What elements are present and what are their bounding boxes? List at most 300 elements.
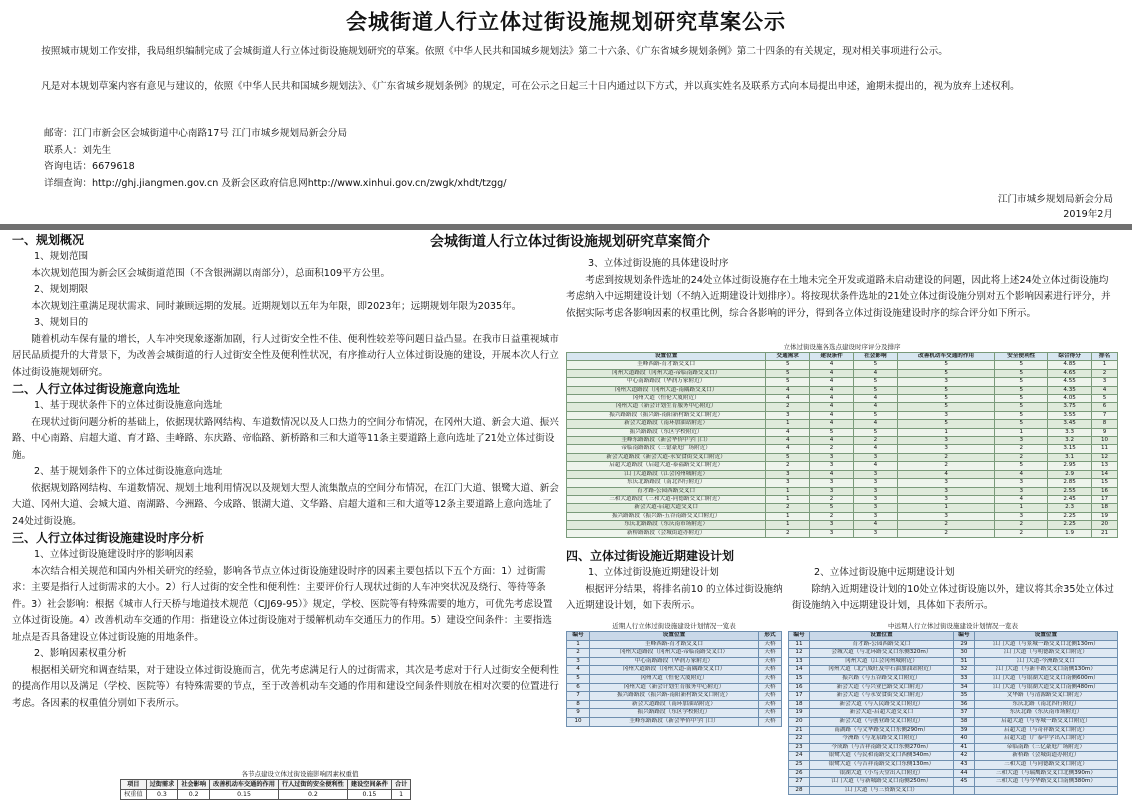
contact-detail-link[interactable]: 详细查询：http://ghj.jiangmen.gov.cn 及新会区政府信息网http://www.xinhui.gov.cn/zwgk/xhdt/tzgg/	[44, 177, 507, 189]
score-table-cell: 4	[995, 470, 1048, 478]
score-table-cell: 1	[766, 521, 810, 529]
far-table-cell: 启超大道（与等城一路交叉口附近）	[974, 717, 1117, 726]
score-table-cell: 15	[1092, 479, 1118, 487]
score-table-cell: 4.65	[1048, 369, 1092, 377]
score-table-cell: 5	[853, 361, 897, 369]
score-table-cell: 3.55	[1048, 411, 1092, 419]
score-table-cell: 11	[1092, 445, 1118, 453]
signer-block	[800, 192, 1113, 222]
score-table-cell: 3.15	[1048, 445, 1092, 453]
near-table-cell: 天桥	[758, 700, 781, 709]
score-table-cell: 4	[766, 428, 810, 436]
score-table-cell: 3	[766, 470, 810, 478]
near-table-cell: 天桥	[758, 692, 781, 701]
near-table-cell: 天桥	[758, 717, 781, 726]
weight-table-cell: 0.3	[146, 790, 178, 800]
score-table-cell: 2	[995, 445, 1048, 453]
far-table-cell: 冈州大道（江会冈州城附近）	[809, 657, 953, 666]
near-table-cell: 天桥	[758, 657, 781, 666]
score-table-caption: 立体过街设施各选点建设时序评分及排序	[783, 343, 901, 351]
score-table-cell: 2	[766, 403, 810, 411]
weight-table-cell: 0.2	[278, 790, 347, 800]
score-table-cell: 圭峰西路-育才路交叉口	[567, 361, 766, 369]
near-table-cell: 天桥	[758, 640, 781, 649]
section-4-2-block	[792, 565, 1118, 615]
score-table-row	[567, 521, 1118, 529]
section-2-1-body: 在现状过街问题分析的基础上，依据现状路网结构、车道数情况以及人口热力的空间分布情况，在冈州大道、新会大道、振兴路、中心南路、启超大道、育才路、圭峰路、东庆路、帝临路、新桥路和三和大道等11条主要道路上意向选址了21处立体过街设施。	[12, 416, 559, 461]
score-table-cell: 4	[853, 395, 897, 403]
score-table-cell: 5	[897, 403, 995, 411]
score-table-cell: 3	[810, 462, 854, 470]
far-table-cell: 帝临南路（三亿豪庭广场附近）	[974, 743, 1117, 752]
score-table-cell: 东庆北路路段（南北四行附近）	[567, 479, 766, 487]
score-table-cell: 1	[995, 504, 1048, 512]
near-table-cell: 1	[567, 640, 590, 649]
score-table-cell: 4.85	[1048, 361, 1092, 369]
weight-table-cell: 权重值	[121, 790, 147, 800]
score-table-cell: 3	[853, 487, 897, 495]
score-table-row	[567, 420, 1118, 428]
far-table-cell: 今洲路（与龙泉路交叉口附近）	[809, 735, 953, 744]
near-table-cell: 天桥	[758, 674, 781, 683]
section-4-1-block	[566, 565, 786, 615]
section-2-heading: 二、人行立体过街设施意向选址	[12, 382, 181, 396]
far-table-row	[789, 769, 1118, 778]
score-table-cell: 5	[853, 378, 897, 386]
notice-title: 会城街道人行立体过街设施规划研究草案公示	[346, 10, 786, 34]
near-table-cell: 冈州大道路段（冈州大道-南隅路交叉口）	[590, 666, 759, 675]
far-table-cell: 25	[789, 760, 810, 769]
score-table-cell: 3	[853, 453, 897, 461]
score-table-cell: 4.35	[1048, 386, 1092, 394]
section-3-2-heading: 2、影响因素权重分析	[34, 648, 127, 659]
far-table-row	[789, 726, 1118, 735]
near-table-cell: 5	[567, 674, 590, 683]
far-table-cell: 27	[789, 778, 810, 787]
far-table-row	[789, 657, 1118, 666]
score-table-cell: 2	[853, 437, 897, 445]
score-table-cell: 4	[810, 378, 854, 386]
score-table-cell: 4	[995, 495, 1048, 503]
score-table-cell: 3.1	[1048, 453, 1092, 461]
weight-table-caption: 各节点建设立体过街设施影响因素权重值	[241, 770, 359, 778]
score-table-cell: 3	[897, 445, 995, 453]
score-table-row	[567, 378, 1118, 386]
near-table-cell: 3	[567, 657, 590, 666]
far-table-cell: 18	[789, 700, 810, 709]
section-1-2-heading: 2、规划期限	[34, 284, 89, 295]
weight-table-header-cell: 合计	[391, 780, 410, 790]
score-table-cell: 5	[995, 361, 1048, 369]
score-table-cell: 4	[853, 521, 897, 529]
near-table-cell: 冈州大道（恒伦大厦附近）	[590, 674, 759, 683]
section-4-2-heading: 2、立体过街设施中远期建设计划	[814, 567, 955, 578]
section-3-heading: 三、人行立体过街设施建设时序分析	[12, 531, 205, 545]
score-table-row	[567, 453, 1118, 461]
score-table-row	[567, 445, 1118, 453]
score-table-row	[567, 529, 1118, 537]
score-table-cell: 振兴路路段（振兴路-五谷南路交叉口附近）	[567, 512, 766, 520]
score-table-cell: 5	[766, 369, 810, 377]
near-table-header-cell: 设置位置	[590, 632, 759, 641]
near-table-cell: 8	[567, 700, 590, 709]
score-table-cell: 3	[897, 487, 995, 495]
weight-table	[120, 779, 411, 800]
far-table-cell: 新会大道（与兴业巴路交叉口附近）	[809, 683, 953, 692]
score-table-cell: 1	[766, 495, 810, 503]
score-table-cell: 3	[995, 437, 1048, 445]
far-table-cell: 新会大道（与人民路交叉口附近）	[809, 700, 953, 709]
score-table-cell: 2	[810, 512, 854, 520]
score-table-cell: 4	[766, 395, 810, 403]
far-table-cell	[974, 786, 1117, 795]
far-table-cell: 30	[953, 649, 974, 658]
near-table-row	[567, 717, 782, 726]
score-table-header-cell: 改善机动车交通的作用	[897, 353, 995, 361]
score-table-cell: 5	[766, 361, 810, 369]
near-table-row	[567, 666, 782, 675]
near-table-cell: 6	[567, 683, 590, 692]
score-table-cell: 4	[853, 420, 897, 428]
score-table-cell: 3.2	[1048, 437, 1092, 445]
section-1-2-body: 本次规划注重满足现状需求、同时兼顾远期的发展。近期规划以五年为年限，即2023年；远期规划年限为2035年。	[31, 300, 522, 312]
near-table-cell: 天桥	[758, 683, 781, 692]
far-table-header-cell: 设置位置	[809, 632, 953, 641]
score-table-cell: 4	[810, 361, 854, 369]
score-table-cell: 新会大道路段（新会大道-永安食街交叉口附近）	[567, 453, 766, 461]
score-table-cell: 5	[995, 411, 1048, 419]
weight-table-header-cell: 过街需求	[146, 780, 178, 790]
far-table-cell: 41	[953, 743, 974, 752]
score-table-cell: 2	[766, 529, 810, 537]
score-table-cell: 2	[766, 462, 810, 470]
section-2-2-heading: 2、基于规划条件下的立体过街设施意向选址	[34, 466, 223, 477]
near-table-caption: 近期人行立体过街设施建设计划情况一览表	[612, 622, 736, 630]
far-table-cell: 江门大道（与新丰路交叉口南侧130m）	[974, 666, 1117, 675]
score-table-cell: 2.45	[1048, 495, 1092, 503]
section-divider	[0, 224, 1132, 230]
score-table-cell: 5	[995, 403, 1048, 411]
far-table-cell: 35	[953, 692, 974, 701]
far-table-cell: 东庆北路（南北四行附近）	[974, 700, 1117, 709]
near-table-row	[567, 674, 782, 683]
score-table-cell: 4	[810, 403, 854, 411]
near-table-cell: 10	[567, 717, 590, 726]
score-table-cell: 3	[897, 437, 995, 445]
score-table-cell: 冈州大道路段（冈州大道-帝临南路交叉口）	[567, 369, 766, 377]
score-table-cell: 新会大道-启超大道交叉口	[567, 504, 766, 512]
score-table-cell: 2.95	[1048, 462, 1092, 470]
far-table-cell: 14	[789, 666, 810, 675]
far-table-cell: 江门大道-今洲路交叉口	[974, 657, 1117, 666]
score-table-cell: 3	[853, 479, 897, 487]
score-table-header-cell: 社会影响	[853, 353, 897, 361]
far-table-cell: 40	[953, 735, 974, 744]
score-table-cell: 16	[1092, 487, 1118, 495]
far-table-cell: 29	[953, 640, 974, 649]
far-table-cell: 银湖大道（小鸟天堂出入口附近）	[809, 769, 953, 778]
near-table-header-cell: 形式	[758, 632, 781, 641]
score-table-row	[567, 437, 1118, 445]
near-table-row	[567, 640, 782, 649]
far-table-cell: 东庆北路（东庆南市场附近）	[974, 709, 1117, 718]
score-table-cell: 5	[995, 462, 1048, 470]
score-table-cell: 3	[897, 411, 995, 419]
contact-block	[44, 126, 1044, 192]
score-table-cell: 5	[853, 386, 897, 394]
far-table-cell: 三和大道（与瑞鹰路交叉口北侧390m）	[974, 769, 1117, 778]
score-table-cell: 2	[995, 521, 1048, 529]
far-table-cell: 江门大道（与景城一路交叉口北侧130m）	[974, 640, 1117, 649]
weight-table-cell: 0.15	[347, 790, 391, 800]
score-table-header-cell: 交通需求	[766, 353, 810, 361]
score-table-cell: 2	[810, 495, 854, 503]
score-table-header-cell: 安全便利性	[995, 353, 1048, 361]
far-table-cell: 26	[789, 769, 810, 778]
score-table-cell: 4.55	[1048, 378, 1092, 386]
far-table-cell: 育才路-公园西路交叉口	[809, 640, 953, 649]
score-table-cell: 4	[853, 403, 897, 411]
score-table-cell: 3	[897, 512, 995, 520]
score-table-cell: 4	[810, 369, 854, 377]
score-table-cell: 3.3	[1048, 428, 1092, 436]
score-table-cell: 4	[810, 470, 854, 478]
far-table-cell: 42	[953, 752, 974, 761]
score-table-cell: 4	[766, 386, 810, 394]
score-table-row	[567, 403, 1118, 411]
far-table-cell: 新会大道（与永安食街交叉口附近）	[809, 692, 953, 701]
score-table-cell: 2	[1092, 369, 1118, 377]
score-table-cell: 2	[897, 529, 995, 537]
score-table-cell: 江门大道路段（江会冈州城附近）	[567, 470, 766, 478]
score-table-cell: 7	[1092, 411, 1118, 419]
far-table-cell: 28	[789, 786, 810, 795]
score-table-cell: 5	[995, 369, 1048, 377]
weight-table-header-cell: 社会影响	[178, 780, 210, 790]
score-table-cell: 1	[1092, 361, 1118, 369]
far-table-cell: 38	[953, 717, 974, 726]
score-table-cell: 10	[1092, 437, 1118, 445]
far-table-cell: 南湖路（与文华路交叉口东侧290m）	[809, 726, 953, 735]
score-table-cell: 2.9	[1048, 470, 1092, 478]
score-table-header-cell: 排名	[1092, 353, 1118, 361]
far-table-cell: 32	[953, 666, 974, 675]
score-table-cell: 5	[995, 386, 1048, 394]
score-table-row	[567, 512, 1118, 520]
score-table-cell: 2.85	[1048, 479, 1092, 487]
score-table-cell: 三和大道路段（三和大道-同德路交叉口附近）	[567, 495, 766, 503]
near-table-cell: 中心南路路段（华润万家附近）	[590, 657, 759, 666]
score-table-row	[567, 395, 1118, 403]
near-table-header-cell: 编号	[567, 632, 590, 641]
near-table-cell: 圭峰东路路段（新会华侨中学门口）	[590, 717, 759, 726]
near-table-cell: 振兴路路段（振兴路-南阳新村路交叉口附近）	[590, 692, 759, 701]
score-table-cell: 2	[897, 462, 995, 470]
score-table-cell: 3	[810, 479, 854, 487]
score-table-cell: 4	[810, 437, 854, 445]
far-table-cell: 银鹭大道（与民和南路交叉口西侧340m）	[809, 752, 953, 761]
score-table-cell: 4	[1092, 386, 1118, 394]
far-table-cell: 会城大道（与北环路交叉口东侧320m）	[809, 649, 953, 658]
score-table-cell: 圭峰东路路段（新会华侨中学门口）	[567, 437, 766, 445]
far-table-cell: 24	[789, 752, 810, 761]
score-table-cell: 2.25	[1048, 521, 1092, 529]
far-table-cell: 新会大道（与创业路交叉口附近）	[809, 717, 953, 726]
score-table-cell: 2	[897, 521, 995, 529]
score-table-cell: 12	[1092, 453, 1118, 461]
score-table-cell: 4	[810, 411, 854, 419]
score-table-cell: 振兴路路段（振兴路-南阳新村路交叉口附近）	[567, 411, 766, 419]
near-table-row	[567, 692, 782, 701]
score-table-row	[567, 411, 1118, 419]
score-table-row	[567, 386, 1118, 394]
score-table-cell: 2.25	[1048, 512, 1092, 520]
far-table-cell: 银鹭大道（与吉祥南路交叉口东侧130m）	[809, 760, 953, 769]
score-table-cell: 4	[853, 445, 897, 453]
score-table-cell: 2	[810, 445, 854, 453]
far-table	[788, 631, 1118, 795]
section-3-1-body: 本次结合相关规范和国内外相关研究的经验，影响各节点立体过街设施建设时序的因素主要包括以下五个方面：1）过街需求：主要是指行人过街需求的大小。2）行人过街的安全性和便利性：主要评价行人现状过街的人车冲突状况及绕行、等待等条件。3）社会影响：根据《城市人行天桥与地道技术规范（CJJ69-95）》规定，学校、医院等有特殊需要的地方，可优先考虑设置立体过街设施。4）改善机动车交通的作用：指建设立体过街设施对于缓解机动车交通压力的作用。5）建设空间条件：主要指选址点是否具备建设立体过街设施的用地条件。	[12, 565, 553, 643]
score-table-cell: 3	[1092, 378, 1118, 386]
far-table-cell: 江门大道（与银湖大道交叉口南侧480m）	[974, 683, 1117, 692]
score-table-cell: 4.05	[1048, 395, 1092, 403]
score-table-cell: 5	[1092, 395, 1118, 403]
far-table-cell: 启超大道（与奇祥路交叉口附近）	[974, 726, 1117, 735]
signer-date: 2019年2月	[1063, 209, 1113, 220]
score-table-cell: 6	[1092, 403, 1118, 411]
near-table-row	[567, 649, 782, 658]
score-table-cell: 1	[766, 420, 810, 428]
far-table-row	[789, 674, 1118, 683]
score-table-cell: 1	[766, 512, 810, 520]
contact-person: 联系人：刘先生	[44, 144, 112, 156]
near-table-cell: 天桥	[758, 709, 781, 718]
score-table-cell: 5	[897, 361, 995, 369]
near-table-cell: 冈州大道（新会计划生育服务中心附近）	[590, 683, 759, 692]
score-table-cell: 3	[810, 521, 854, 529]
score-table-cell: 1	[897, 428, 995, 436]
far-table-cell: 36	[953, 700, 974, 709]
score-table-cell: 3	[853, 529, 897, 537]
score-table-row	[567, 479, 1118, 487]
far-table-cell: 三和大道（与同德路交叉口附近）	[974, 760, 1117, 769]
score-table-cell: 4	[810, 386, 854, 394]
score-table-row	[567, 495, 1118, 503]
score-table-cell: 5	[897, 369, 995, 377]
far-table-row	[789, 709, 1118, 718]
far-table-cell: 启超大道（广泰中学出入口附近）	[974, 735, 1117, 744]
score-table-cell: 4	[766, 445, 810, 453]
score-table-cell: 新会大道路段（南环加油站附近）	[567, 420, 766, 428]
score-table-cell: 2	[897, 453, 995, 461]
section-4-1-heading: 1、立体过街设施近期建设计划	[588, 567, 719, 578]
score-table-cell: 4	[810, 420, 854, 428]
far-table-cell: 21	[789, 726, 810, 735]
score-table-cell: 3.45	[1048, 420, 1092, 428]
score-table-cell: 5	[766, 378, 810, 386]
far-table-cell: 11	[789, 640, 810, 649]
score-table-cell: 8	[1092, 420, 1118, 428]
far-table-cell: 三和大道（与今华路交叉口南侧380m）	[974, 778, 1117, 787]
far-table-row	[789, 778, 1118, 787]
right-column-top	[566, 256, 1118, 322]
far-table-cell: 45	[953, 778, 974, 787]
score-table-cell: 5	[766, 453, 810, 461]
far-table-row	[789, 692, 1118, 701]
far-table-row	[789, 640, 1118, 649]
far-table-cell: 39	[953, 726, 974, 735]
signer-name: 江门市城乡规划局新会分局	[997, 194, 1113, 205]
score-table-cell: 21	[1092, 529, 1118, 537]
far-table-cell: 23	[789, 743, 810, 752]
far-table-cell: 冈州大道（北汽威旺及中石油加油站附近）	[809, 666, 953, 675]
contact-phone: 咨询电话：6679618	[44, 161, 135, 172]
weight-table-cell: 1	[391, 790, 410, 800]
score-table-cell: 2.55	[1048, 487, 1092, 495]
score-table-cell: 19	[1092, 512, 1118, 520]
far-table-row	[789, 735, 1118, 744]
score-table-cell: 1.9	[1048, 529, 1092, 537]
far-table-cell: 江门大道（与明德路交叉口附近）	[974, 649, 1117, 658]
weight-table-header-cell: 建设空间条件	[347, 780, 391, 790]
score-table-cell: 4	[897, 470, 995, 478]
weight-table-block	[120, 770, 480, 800]
score-table-cell: 5	[995, 420, 1048, 428]
far-table-header-cell: 设置位置	[974, 632, 1117, 641]
near-table-row	[567, 683, 782, 692]
section-4-2-body: 除纳入近期建设计划的10处立体过街设施以外，建议将其余35处立体过街设施纳入中远期建设计划，具体如下表所示。	[792, 583, 1114, 611]
score-table-cell: 3	[810, 529, 854, 537]
score-table-cell: 9	[1092, 428, 1118, 436]
near-table-cell: 9	[567, 709, 590, 718]
near-table-row	[567, 657, 782, 666]
score-table-row	[567, 361, 1118, 369]
near-table-cell: 天桥	[758, 649, 781, 658]
weight-table-header-cell: 项目	[121, 780, 147, 790]
far-table-cell: 37	[953, 709, 974, 718]
score-table-cell: 18	[1092, 504, 1118, 512]
far-table-cell: 文华路（与清源路交叉口附近）	[974, 692, 1117, 701]
far-table-cell: 22	[789, 735, 810, 744]
far-table-cell: 振兴路（与五谷路交叉口附近）	[809, 674, 953, 683]
contact-mail: 邮寄：江门市新会区会城街道中心南路17号 江门市城乡规划局新会分局	[44, 128, 348, 139]
score-table-cell: 冈州大道（新会计划生育服务中心附近）	[567, 403, 766, 411]
score-table-cell: 1	[995, 428, 1048, 436]
score-table-cell: 1	[897, 504, 995, 512]
score-table-cell: 3	[897, 378, 995, 386]
section-1-3-heading: 3、规划目的	[34, 317, 89, 328]
score-table-cell: 5	[995, 395, 1048, 403]
notice-paragraph-2: 凡是对本规划草案内容有意见与建议的，依照《中华人民共和国城乡规划法》、《广东省城乡规划条例》的规定，可在公示之日起三十日内通过以下方式，并以真实姓名及联系方式向本局提出申述，逾期未提出的，视为放弃上述权利。	[41, 81, 1020, 92]
score-table-header-cell: 建设条件	[810, 353, 854, 361]
score-table-cell: 冈州大道（恒伦大厦附近）	[567, 395, 766, 403]
score-table-cell: 3	[995, 512, 1048, 520]
far-table-row	[789, 717, 1118, 726]
summary-title: 会城街道人行立体过街设施规划研究草案简介	[430, 234, 710, 250]
score-table-cell: 3	[766, 411, 810, 419]
far-table-cell: 16	[789, 683, 810, 692]
near-table-cell: 新会大道路段（南环加油站附近）	[590, 700, 759, 709]
far-table-cell: 江门大道（与银湖大道交叉口南侧600m）	[974, 674, 1117, 683]
score-table-cell: 14	[1092, 470, 1118, 478]
near-table-row	[567, 700, 782, 709]
score-table-row	[567, 462, 1118, 470]
score-table-cell: 4	[810, 395, 854, 403]
near-table-row	[567, 709, 782, 718]
far-table-row	[789, 786, 1118, 795]
section-1-1-body: 本次规划范围为新会区会城街道范围（不含银洲湖以南部分），总面积109平方公里。	[31, 267, 391, 279]
far-table-row	[789, 760, 1118, 769]
